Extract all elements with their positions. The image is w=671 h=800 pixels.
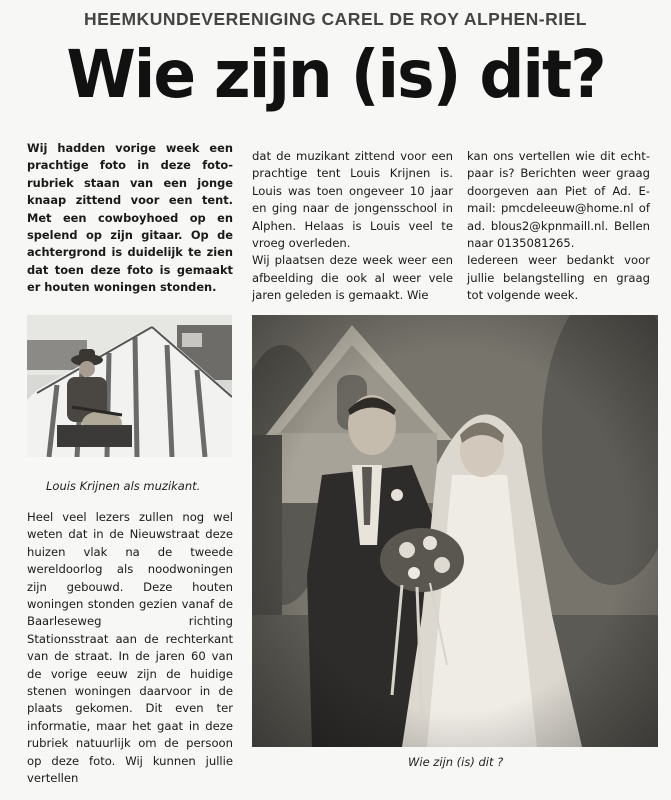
middle-paragraph-2: Wij plaatsen deze week weer een afbeelding die ook al weer vele jaren geleden is gemaakt. Wie (252, 253, 453, 303)
lower-column (27, 509, 233, 788)
intro-paragraph (27, 140, 233, 297)
photo-wedding-caption: Wie zijn (is) dit ? (408, 755, 504, 769)
photo-musician-caption: Louis Krijnen als muzikant. (46, 479, 201, 493)
photo-wedding-couple (252, 315, 658, 747)
right-column (467, 148, 650, 305)
lower-paragraph: Heel veel lezers zullen nog wel weten dat in de Nieuwstraat deze huizen vlak na de tweede wereldoorlog als noodwoningen zijn gebouwd. Deze houten woningen stonden gezien vanaf de Baarleseweg richting Stationsstraat aan de rechterkant van de straat. In de jaren 60 van de vorige eeuw zijn de huidige stenen woningen daarvoor in de plaats gekomen. Dit even ter informatie, maar het gaat in deze rubriek natuurlijk om de persoon op deze foto. Wij kunnen jullie vertellen (27, 510, 233, 786)
photo-musician (27, 315, 232, 457)
middle-column (252, 148, 453, 305)
rubric-kicker: HEEMKUNDEVERENIGING CAREL DE ROY ALPHEN-RIEL (84, 9, 587, 29)
right-paragraph-2: Iedereen weer bedankt voor jullie belangstelling en graag tot volgende week. (467, 253, 650, 303)
intro-text: Wij hadden vorige week een prachtige foto in deze foto-rubriek staan van een jonge knaap zittend voor een tent. Met een cowboyhoed op en spelend op zijn gitaar. Op de achtergrond is duidelijk te zien dat toen deze foto is gemaakt er houten woningen stonden. (27, 141, 233, 295)
middle-paragraph-1: dat de muzikant zittend voor een prachtige tent Louis Krijnen is. Louis was toen ongeveer 10 jaar en ging naar de jongensschool in Alphen. Helaas is Louis veel te vroeg overleden. (252, 149, 453, 251)
right-paragraph-1: kan ons vertellen wie dit echt-paar is? Berichten weer graag doorgeven aan Piet of Ad. E-mail: pmcdeleeuw@home.nl of ad. blous2@kpnmaill.nl. Bellen naar 0135081265. (467, 149, 650, 251)
headline: Wie zijn (is) dit? (66, 36, 605, 113)
